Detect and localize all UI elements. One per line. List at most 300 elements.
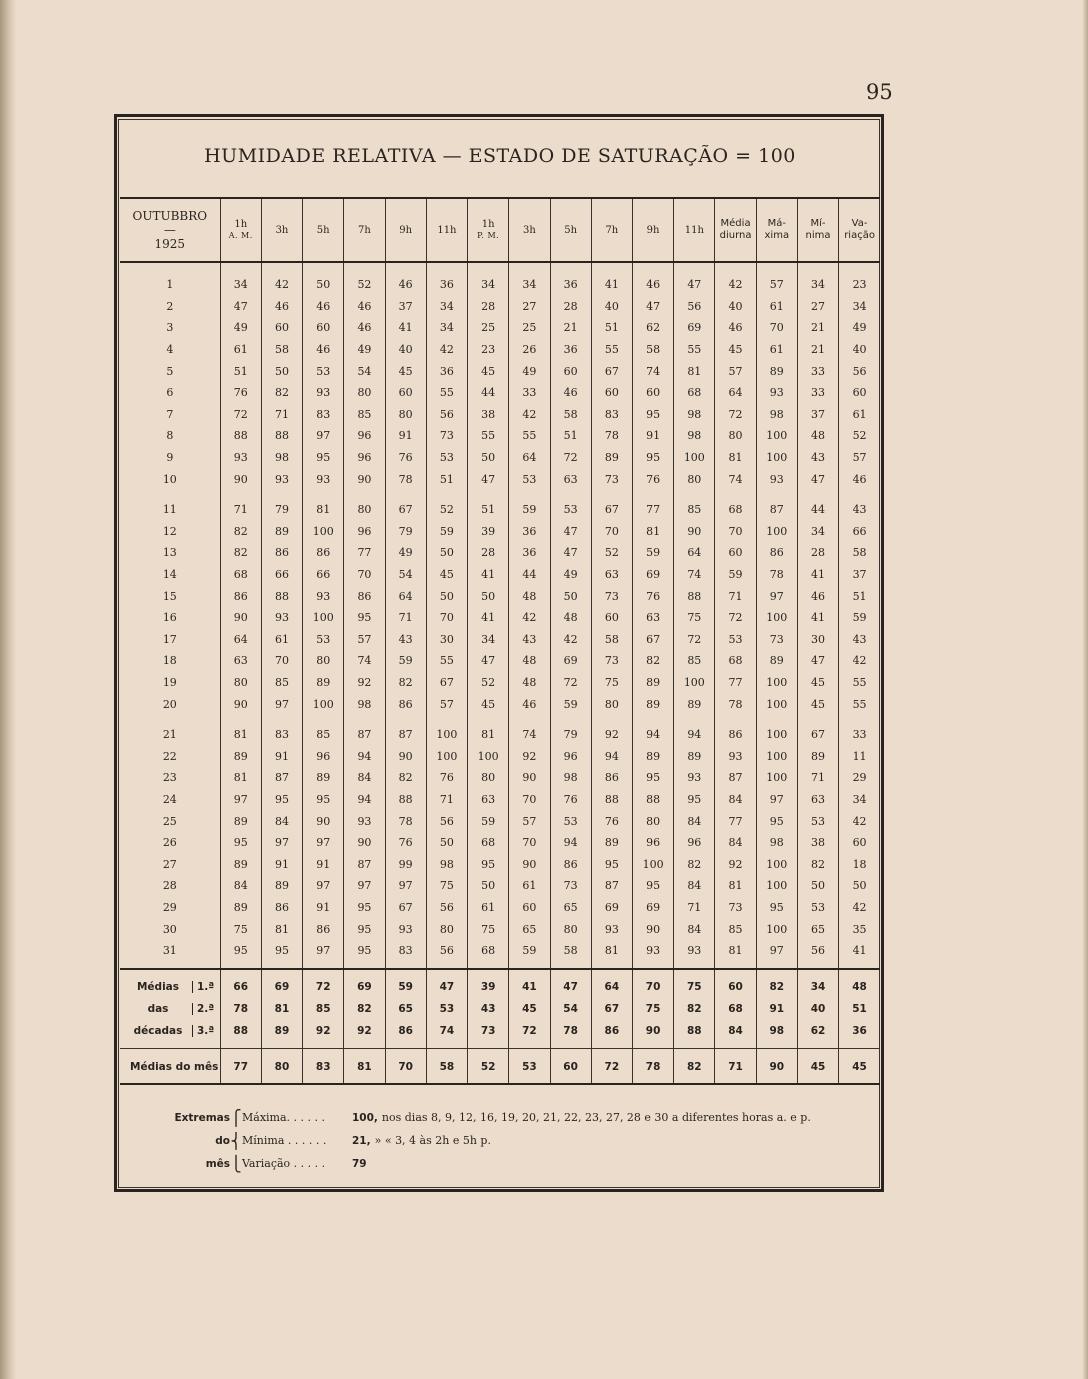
value-cell: 70 bbox=[715, 521, 756, 543]
value-cell: 100 bbox=[756, 767, 797, 789]
value-cell: 73 bbox=[591, 650, 632, 672]
header-hour-label: 9h bbox=[399, 224, 413, 236]
day-cell: 30 bbox=[162, 922, 177, 936]
value-cell: 60 bbox=[632, 382, 673, 404]
table-row bbox=[120, 360, 880, 382]
month-mean-cell: 83 bbox=[303, 1049, 344, 1086]
value-cell: 48 bbox=[797, 425, 838, 447]
value-cell: 85 bbox=[674, 490, 715, 521]
value-cell: 67 bbox=[632, 629, 673, 651]
header-stat-line: Má- bbox=[767, 218, 786, 229]
value-cell: 80 bbox=[385, 404, 426, 426]
value-cell: 80 bbox=[344, 382, 385, 404]
value-cell: 95 bbox=[756, 897, 797, 919]
value-cell: 87 bbox=[344, 853, 385, 875]
value-cell: 80 bbox=[674, 468, 715, 490]
month-mean-cell: 80 bbox=[261, 1049, 302, 1086]
value-cell: 52 bbox=[591, 542, 632, 564]
value-cell: 92 bbox=[344, 672, 385, 694]
value-cell: 81 bbox=[632, 521, 673, 543]
value-cell: 90 bbox=[344, 832, 385, 854]
brace-icon: ⎨ bbox=[230, 1131, 242, 1150]
header-hour-label: 3h bbox=[522, 224, 536, 236]
day-cell: 7 bbox=[166, 407, 174, 421]
table-row bbox=[120, 672, 880, 694]
month-mean-cell: 78 bbox=[632, 1049, 673, 1086]
table-row bbox=[120, 404, 880, 426]
value-cell: 42 bbox=[839, 650, 880, 672]
value-cell: 39 bbox=[468, 521, 509, 543]
value-cell: 97 bbox=[303, 425, 344, 447]
value-cell: 49 bbox=[344, 339, 385, 361]
value-cell: 84 bbox=[674, 875, 715, 897]
value-cell: 78 bbox=[385, 468, 426, 490]
value-cell: 91 bbox=[261, 853, 302, 875]
value-cell: 91 bbox=[261, 745, 302, 767]
value-cell: 33 bbox=[797, 360, 838, 382]
value-cell: 76 bbox=[632, 468, 673, 490]
value-cell: 60 bbox=[591, 607, 632, 629]
table-row bbox=[120, 918, 880, 940]
value-cell: 53 bbox=[426, 447, 467, 469]
value-cell: 95 bbox=[344, 918, 385, 940]
extreme-note: » « 3, 4 às 2h e 5h p. bbox=[374, 1134, 491, 1147]
value-cell: 100 bbox=[756, 853, 797, 875]
value-cell: 60 bbox=[715, 542, 756, 564]
day-cell: 29 bbox=[162, 900, 177, 914]
month-mean-cell: 81 bbox=[344, 1049, 385, 1086]
value-cell: 81 bbox=[261, 918, 302, 940]
value-cell: 71 bbox=[426, 789, 467, 811]
mean-cell: 59 bbox=[385, 969, 426, 998]
header-stat bbox=[715, 199, 756, 262]
value-cell: 89 bbox=[220, 853, 261, 875]
header-month: OUTUBBRO bbox=[132, 209, 208, 223]
value-cell: 89 bbox=[220, 745, 261, 767]
value-cell: 67 bbox=[591, 490, 632, 521]
value-cell: 89 bbox=[797, 745, 838, 767]
value-cell: 76 bbox=[632, 585, 673, 607]
value-cell: 97 bbox=[756, 940, 797, 970]
value-cell: 82 bbox=[797, 853, 838, 875]
header-am-label: A. M. bbox=[228, 231, 253, 240]
value-cell: 71 bbox=[715, 585, 756, 607]
value-cell: 59 bbox=[385, 650, 426, 672]
mean-cell: 88 bbox=[674, 1020, 715, 1049]
value-cell: 33 bbox=[839, 715, 880, 746]
extreme-row bbox=[166, 1129, 811, 1152]
value-cell: 68 bbox=[715, 650, 756, 672]
value-cell: 58 bbox=[839, 542, 880, 564]
value-cell: 100 bbox=[468, 745, 509, 767]
value-cell: 83 bbox=[385, 940, 426, 970]
header-hour-pm bbox=[674, 199, 715, 262]
header-stat-line: riação bbox=[844, 230, 875, 241]
value-cell: 69 bbox=[632, 564, 673, 586]
value-cell: 47 bbox=[674, 262, 715, 296]
value-cell: 91 bbox=[303, 897, 344, 919]
month-mean-cell: 70 bbox=[385, 1049, 426, 1086]
extreme-name: Variação . . . . . bbox=[242, 1157, 326, 1170]
value-cell: 46 bbox=[632, 262, 673, 296]
value-cell: 93 bbox=[261, 468, 302, 490]
value-cell: 50 bbox=[797, 875, 838, 897]
header-hour-label: 1h bbox=[481, 219, 495, 230]
value-cell: 42 bbox=[426, 339, 467, 361]
value-cell: 56 bbox=[426, 810, 467, 832]
value-cell: 90 bbox=[344, 468, 385, 490]
value-cell: 57 bbox=[839, 447, 880, 469]
value-cell: 100 bbox=[674, 672, 715, 694]
value-cell: 82 bbox=[632, 650, 673, 672]
mean-cell: 82 bbox=[756, 969, 797, 998]
value-cell: 92 bbox=[715, 853, 756, 875]
value-cell: 46 bbox=[261, 296, 302, 318]
mean-cell: 82 bbox=[674, 998, 715, 1020]
value-cell: 73 bbox=[426, 425, 467, 447]
table-row bbox=[120, 789, 880, 811]
value-cell: 86 bbox=[715, 715, 756, 746]
value-cell: 44 bbox=[468, 382, 509, 404]
value-cell: 34 bbox=[797, 262, 838, 296]
value-cell: 47 bbox=[220, 296, 261, 318]
value-cell: 36 bbox=[426, 360, 467, 382]
day-cell: 21 bbox=[162, 728, 177, 742]
value-cell: 41 bbox=[797, 564, 838, 586]
value-cell: 21 bbox=[550, 317, 591, 339]
value-cell: 85 bbox=[674, 650, 715, 672]
value-cell: 76 bbox=[220, 382, 261, 404]
value-cell: 69 bbox=[591, 897, 632, 919]
page-edge-shadow bbox=[1082, 0, 1088, 1379]
table-row bbox=[120, 693, 880, 715]
table-row bbox=[120, 296, 880, 318]
value-cell: 28 bbox=[797, 542, 838, 564]
value-cell: 65 bbox=[797, 918, 838, 940]
value-cell: 94 bbox=[632, 715, 673, 746]
value-cell: 37 bbox=[839, 564, 880, 586]
value-cell: 57 bbox=[344, 629, 385, 651]
value-cell: 88 bbox=[261, 585, 302, 607]
value-cell: 23 bbox=[468, 339, 509, 361]
value-cell: 34 bbox=[797, 521, 838, 543]
value-cell: 50 bbox=[468, 875, 509, 897]
value-cell: 94 bbox=[344, 745, 385, 767]
value-cell: 78 bbox=[715, 693, 756, 715]
value-cell: 53 bbox=[550, 810, 591, 832]
value-cell: 86 bbox=[261, 542, 302, 564]
value-cell: 46 bbox=[303, 339, 344, 361]
value-cell: 50 bbox=[839, 875, 880, 897]
value-cell: 100 bbox=[303, 693, 344, 715]
value-cell: 41 bbox=[591, 262, 632, 296]
value-cell: 80 bbox=[344, 490, 385, 521]
table-row bbox=[120, 745, 880, 767]
value-cell: 80 bbox=[550, 918, 591, 940]
value-cell: 73 bbox=[591, 468, 632, 490]
value-cell: 80 bbox=[715, 425, 756, 447]
value-cell: 50 bbox=[426, 832, 467, 854]
table-row bbox=[120, 564, 880, 586]
value-cell: 34 bbox=[468, 262, 509, 296]
value-cell: 93 bbox=[303, 382, 344, 404]
mean-cell: 39 bbox=[468, 969, 509, 998]
mean-cell: 82 bbox=[344, 998, 385, 1020]
header-hour-label: 11h bbox=[437, 224, 457, 236]
value-cell: 76 bbox=[426, 767, 467, 789]
value-cell: 100 bbox=[674, 447, 715, 469]
value-cell: 34 bbox=[468, 629, 509, 651]
value-cell: 51 bbox=[550, 425, 591, 447]
day-cell: 3 bbox=[166, 321, 174, 335]
month-mean-cell: 58 bbox=[426, 1049, 467, 1086]
decade-label-text: décadas bbox=[133, 1025, 183, 1038]
day-cell: 9 bbox=[166, 451, 174, 465]
value-cell: 41 bbox=[468, 564, 509, 586]
value-cell: 86 bbox=[385, 693, 426, 715]
value-cell: 25 bbox=[509, 317, 550, 339]
value-cell: 34 bbox=[426, 296, 467, 318]
value-cell: 95 bbox=[220, 940, 261, 970]
month-mean-cell: 45 bbox=[797, 1049, 838, 1086]
day-cell: 25 bbox=[162, 814, 177, 828]
value-cell: 83 bbox=[591, 404, 632, 426]
value-cell: 30 bbox=[797, 629, 838, 651]
value-cell: 87 bbox=[715, 767, 756, 789]
mean-cell: 66 bbox=[220, 969, 261, 998]
mean-cell: 40 bbox=[797, 998, 838, 1020]
table-row bbox=[120, 810, 880, 832]
value-cell: 93 bbox=[756, 468, 797, 490]
value-cell: 61 bbox=[220, 339, 261, 361]
value-cell: 82 bbox=[385, 767, 426, 789]
value-cell: 87 bbox=[344, 715, 385, 746]
value-cell: 97 bbox=[756, 585, 797, 607]
value-cell: 60 bbox=[839, 382, 880, 404]
value-cell: 46 bbox=[344, 296, 385, 318]
mean-cell: 98 bbox=[756, 1020, 797, 1049]
value-cell: 55 bbox=[591, 339, 632, 361]
decade-label-cell bbox=[120, 1020, 220, 1049]
day-cell: 10 bbox=[162, 472, 177, 486]
value-cell: 68 bbox=[468, 940, 509, 970]
header-hour-pm bbox=[509, 199, 550, 262]
mean-cell: 90 bbox=[632, 1020, 673, 1049]
value-cell: 18 bbox=[839, 853, 880, 875]
value-cell: 43 bbox=[509, 629, 550, 651]
value-cell: 100 bbox=[303, 521, 344, 543]
value-cell: 95 bbox=[674, 789, 715, 811]
value-cell: 47 bbox=[797, 650, 838, 672]
value-cell: 93 bbox=[261, 607, 302, 629]
value-cell: 60 bbox=[839, 832, 880, 854]
value-cell: 89 bbox=[756, 360, 797, 382]
value-cell: 81 bbox=[220, 715, 261, 746]
table-row bbox=[120, 715, 880, 746]
mean-cell: 86 bbox=[591, 1020, 632, 1049]
table-row bbox=[120, 767, 880, 789]
value-cell: 55 bbox=[426, 382, 467, 404]
extreme-row bbox=[166, 1106, 811, 1129]
mean-cell: 84 bbox=[715, 1020, 756, 1049]
value-cell: 50 bbox=[261, 360, 302, 382]
value-cell: 71 bbox=[261, 404, 302, 426]
value-cell: 40 bbox=[385, 339, 426, 361]
value-cell: 51 bbox=[839, 585, 880, 607]
value-cell: 70 bbox=[426, 607, 467, 629]
value-cell: 41 bbox=[839, 940, 880, 970]
value-cell: 34 bbox=[839, 789, 880, 811]
mean-cell: 85 bbox=[303, 998, 344, 1020]
month-mean-cell: 52 bbox=[468, 1049, 509, 1086]
table-row bbox=[120, 447, 880, 469]
decade-label-cell bbox=[120, 998, 220, 1020]
value-cell: 95 bbox=[344, 897, 385, 919]
value-cell: 97 bbox=[261, 693, 302, 715]
month-extremes bbox=[166, 1106, 811, 1175]
day-cell: 28 bbox=[162, 879, 177, 893]
mean-cell: 47 bbox=[550, 969, 591, 998]
value-cell: 49 bbox=[839, 317, 880, 339]
value-cell: 100 bbox=[756, 425, 797, 447]
value-cell: 70 bbox=[344, 564, 385, 586]
header-pm-label: P. M. bbox=[477, 231, 500, 240]
value-cell: 45 bbox=[468, 693, 509, 715]
value-cell: 90 bbox=[632, 918, 673, 940]
value-cell: 88 bbox=[632, 789, 673, 811]
value-cell: 84 bbox=[674, 918, 715, 940]
value-cell: 95 bbox=[632, 447, 673, 469]
value-cell: 93 bbox=[344, 810, 385, 832]
day-cell: 5 bbox=[166, 364, 174, 378]
value-cell: 98 bbox=[674, 404, 715, 426]
value-cell: 98 bbox=[674, 425, 715, 447]
daily-values bbox=[120, 262, 880, 969]
value-cell: 53 bbox=[797, 897, 838, 919]
value-cell: 94 bbox=[344, 789, 385, 811]
mean-cell: 34 bbox=[797, 969, 838, 998]
value-cell: 84 bbox=[261, 810, 302, 832]
value-cell: 71 bbox=[220, 490, 261, 521]
value-cell: 86 bbox=[591, 767, 632, 789]
header-hour-label: 5h bbox=[316, 224, 330, 236]
value-cell: 69 bbox=[674, 317, 715, 339]
value-cell: 97 bbox=[344, 875, 385, 897]
value-cell: 81 bbox=[715, 875, 756, 897]
brace-icon: ⎧ bbox=[230, 1108, 242, 1127]
extreme-value: 79 bbox=[352, 1157, 367, 1170]
value-cell: 95 bbox=[261, 940, 302, 970]
value-cell: 74 bbox=[509, 715, 550, 746]
value-cell: 98 bbox=[756, 832, 797, 854]
mean-cell: 91 bbox=[756, 998, 797, 1020]
table-row bbox=[120, 853, 880, 875]
value-cell: 97 bbox=[303, 832, 344, 854]
decade-number: 1.ª bbox=[192, 981, 219, 993]
table-row bbox=[120, 629, 880, 651]
value-cell: 63 bbox=[591, 564, 632, 586]
table-row bbox=[120, 339, 880, 361]
value-cell: 75 bbox=[674, 607, 715, 629]
value-cell: 36 bbox=[550, 339, 591, 361]
header-hour-label: 9h bbox=[646, 224, 660, 236]
mean-cell: 51 bbox=[839, 998, 880, 1020]
value-cell: 29 bbox=[839, 767, 880, 789]
decade-label-cell bbox=[120, 969, 220, 998]
value-cell: 50 bbox=[303, 262, 344, 296]
value-cell: 47 bbox=[468, 650, 509, 672]
value-cell: 59 bbox=[509, 940, 550, 970]
table-row bbox=[120, 542, 880, 564]
header-hour-label: 7h bbox=[605, 224, 619, 236]
page-number: 95 bbox=[866, 80, 893, 104]
value-cell: 96 bbox=[344, 521, 385, 543]
value-cell: 90 bbox=[385, 745, 426, 767]
value-cell: 100 bbox=[426, 745, 467, 767]
header-dash: — bbox=[163, 223, 176, 237]
day-cell: 14 bbox=[162, 568, 177, 582]
table-row bbox=[120, 875, 880, 897]
value-cell: 57 bbox=[509, 810, 550, 832]
value-cell: 27 bbox=[509, 296, 550, 318]
value-cell: 58 bbox=[550, 940, 591, 970]
value-cell: 64 bbox=[509, 447, 550, 469]
value-cell: 65 bbox=[550, 897, 591, 919]
value-cell: 98 bbox=[426, 853, 467, 875]
day-cell: 26 bbox=[162, 836, 177, 850]
value-cell: 41 bbox=[797, 607, 838, 629]
value-cell: 45 bbox=[715, 339, 756, 361]
value-cell: 80 bbox=[468, 767, 509, 789]
table-title: HUMIDADE RELATIVA — ESTADO DE SATURAÇÃO = 100 bbox=[204, 145, 796, 167]
header-hour-pm bbox=[591, 199, 632, 262]
extreme-value: 100, bbox=[352, 1111, 378, 1124]
header-stat-line: nima bbox=[805, 230, 831, 241]
value-cell: 94 bbox=[591, 745, 632, 767]
value-cell: 81 bbox=[715, 447, 756, 469]
value-cell: 90 bbox=[674, 521, 715, 543]
value-cell: 43 bbox=[797, 447, 838, 469]
value-cell: 35 bbox=[839, 918, 880, 940]
value-cell: 55 bbox=[509, 425, 550, 447]
value-cell: 89 bbox=[591, 447, 632, 469]
header-stat-line: Média bbox=[720, 218, 751, 229]
value-cell: 95 bbox=[261, 789, 302, 811]
day-cell: 13 bbox=[162, 546, 177, 560]
value-cell: 53 bbox=[797, 810, 838, 832]
value-cell: 86 bbox=[303, 542, 344, 564]
value-cell: 41 bbox=[468, 607, 509, 629]
value-cell: 85 bbox=[715, 918, 756, 940]
day-cell: 27 bbox=[162, 857, 177, 871]
value-cell: 82 bbox=[220, 521, 261, 543]
mean-cell: 78 bbox=[550, 1020, 591, 1049]
value-cell: 64 bbox=[715, 382, 756, 404]
value-cell: 52 bbox=[344, 262, 385, 296]
value-cell: 68 bbox=[715, 490, 756, 521]
decade-label-text: das bbox=[147, 1003, 169, 1016]
mean-cell: 68 bbox=[715, 998, 756, 1020]
value-cell: 87 bbox=[261, 767, 302, 789]
month-mean-cell: 82 bbox=[674, 1049, 715, 1086]
value-cell: 100 bbox=[756, 715, 797, 746]
value-cell: 36 bbox=[426, 262, 467, 296]
value-cell: 90 bbox=[509, 853, 550, 875]
day-cell: 22 bbox=[162, 749, 177, 763]
value-cell: 89 bbox=[303, 767, 344, 789]
value-cell: 68 bbox=[468, 832, 509, 854]
mean-cell: 69 bbox=[344, 969, 385, 998]
